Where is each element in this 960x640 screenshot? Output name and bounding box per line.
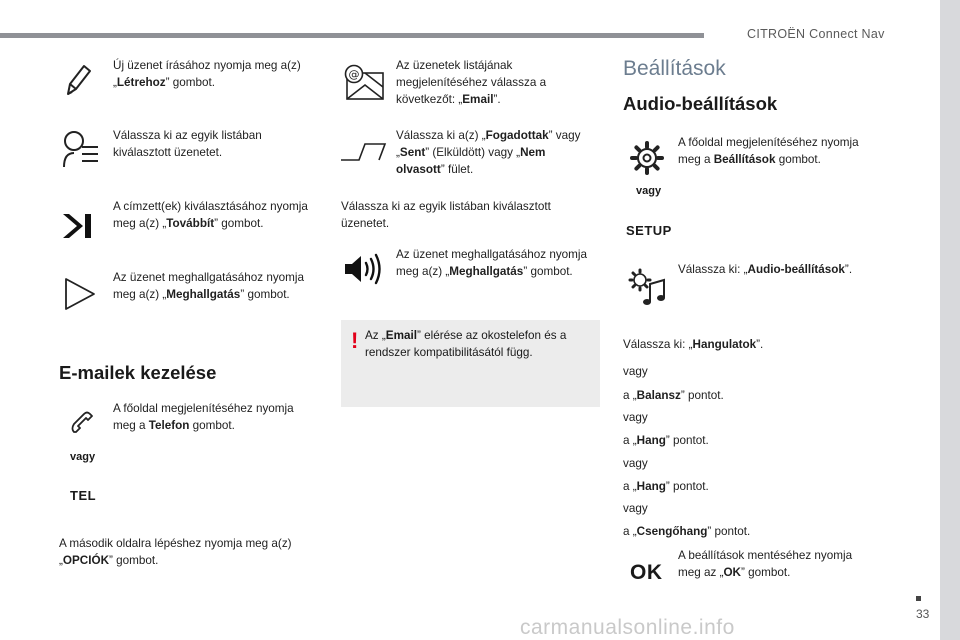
header-bar [0, 33, 704, 38]
person-list-icon [60, 127, 100, 167]
create-instruction: Új üzenet írásához nyomja meg a(z) „Létrehoz” gombot. [113, 59, 301, 89]
watermark: carmanualsonline.info [520, 616, 735, 639]
email-list-instruction: Az üzenetek listájának megjelenítéséhez válassza a következőt: „Email”. [396, 59, 547, 106]
or-label: vagy [70, 451, 96, 463]
tel-button-label: TEL [70, 488, 97, 503]
options-instruction: A második oldalra lépéshez nyomja meg a(z) „OPCIÓK” gombot. [59, 537, 292, 567]
ambience-instruction: Válassza ki: „Hangulatok”. [623, 338, 764, 351]
phone-instruction: A főoldal megjelenítéséhez nyomja meg a Telefon gombot. [113, 402, 294, 432]
listen-instruction-2: Az üzenet meghallgatásához nyomja meg a(z) „Meghallgatás” gombot. [396, 248, 588, 278]
settings-instruction: A főoldal megjelenítéséhez nyomja meg a Beállítások gombot. [678, 136, 859, 166]
balance-option: a „Balansz” pontot. [623, 389, 724, 402]
ringtone-option: a „Csengőhang” pontot. [623, 525, 751, 538]
listen-instruction: Az üzenet meghallgatásához nyomja meg a(z) „Meghallgatás” gombot. [113, 271, 305, 301]
tab-folder-icon [341, 140, 387, 164]
compatibility-note [341, 320, 600, 407]
phone-handset-icon [70, 410, 98, 438]
svg-text:@: @ [348, 68, 360, 81]
audio-settings-instruction: Válassza ki: „Audio-beállítások”. [678, 263, 853, 276]
tabs-instruction: Válassza ki a(z) „Fogadottak” vagy „Sent” (Elküldött) vagy „Nem olvasott” fület. [396, 129, 581, 176]
page-number: 33 [916, 607, 930, 621]
speaker-volume-icon [343, 253, 383, 285]
forward-instruction: A címzett(ek) kiválasztásához nyomja meg a(z) „Továbbít” gombot. [113, 200, 308, 230]
or-label: vagy [636, 185, 662, 197]
email-section-heading: E-mailek kezelése [59, 362, 217, 383]
gear-music-note-icon [628, 268, 668, 308]
side-margin-bar [940, 0, 960, 640]
setup-button-label: SETUP [626, 223, 672, 238]
page-title: Beállítások [623, 57, 726, 80]
continue-marker-icon [916, 596, 921, 601]
audio-section-heading: Audio-beállítások [623, 93, 778, 114]
email-envelope-icon [343, 63, 385, 101]
forward-arrow-icon [63, 212, 93, 240]
sound-option-2: a „Hang” pontot. [623, 480, 709, 493]
select-message-text: Válassza ki az egyik listában kiválasztott üzenetet. [341, 200, 551, 230]
or-text: vagy [623, 457, 648, 470]
play-triangle-icon [64, 277, 96, 311]
warning-exclamation-icon: ! [351, 328, 359, 353]
ok-instruction: A beállítások mentéséhez nyomja meg az „OK” gombot. [678, 549, 853, 579]
brand-label: CITROËN Connect Nav [747, 27, 885, 41]
sound-option: a „Hang” pontot. [623, 434, 709, 447]
or-text: vagy [623, 411, 648, 424]
note-text: Az „Email” elérése az okostelefon és a rendszer kompatibilitásától függ. [365, 329, 567, 359]
select-instruction: Válassza ki az egyik listában kiválasztott üzenetet. [113, 129, 262, 159]
or-text: vagy [623, 365, 648, 378]
or-text: vagy [623, 502, 648, 515]
pencil-icon [62, 62, 92, 98]
ok-button-label: OK [630, 561, 663, 584]
gear-icon [630, 141, 664, 175]
